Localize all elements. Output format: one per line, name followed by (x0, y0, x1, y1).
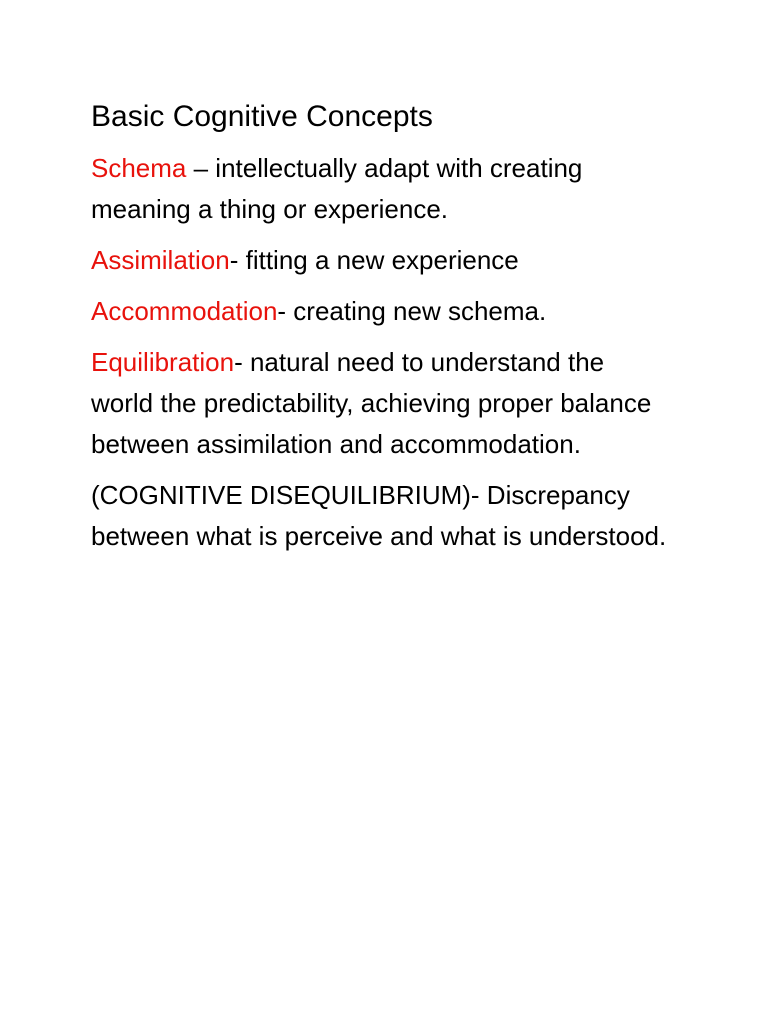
concept-definition: - creating new schema. (277, 296, 547, 326)
concept-entry-equilibration (91, 342, 668, 465)
concept-term: Accommodation (91, 296, 278, 326)
concept-term: Equilibration (91, 347, 235, 377)
concept-definition: - fitting a new experience (229, 245, 519, 275)
concept-definition: – intellectually adapt with creating meaning a thing or experience. (91, 153, 583, 224)
concept-entry-disequilibrium (91, 475, 668, 557)
concept-definition: - natural need to understand the world the predictability, achieving proper balance between assimilation and accommodation. (91, 347, 652, 459)
concept-definition: (COGNITIVE DISEQUILIBRIUM)- Discrepancy between what is perceive and what is understood. (91, 480, 667, 551)
concept-entry-schema (91, 148, 668, 230)
concept-term: Assimilation (91, 245, 230, 275)
concept-entry-assimilation (91, 240, 668, 281)
document-title: Basic Cognitive Concepts (91, 100, 433, 133)
concept-term: Schema (91, 153, 187, 183)
concept-entry-accommodation (91, 291, 668, 332)
